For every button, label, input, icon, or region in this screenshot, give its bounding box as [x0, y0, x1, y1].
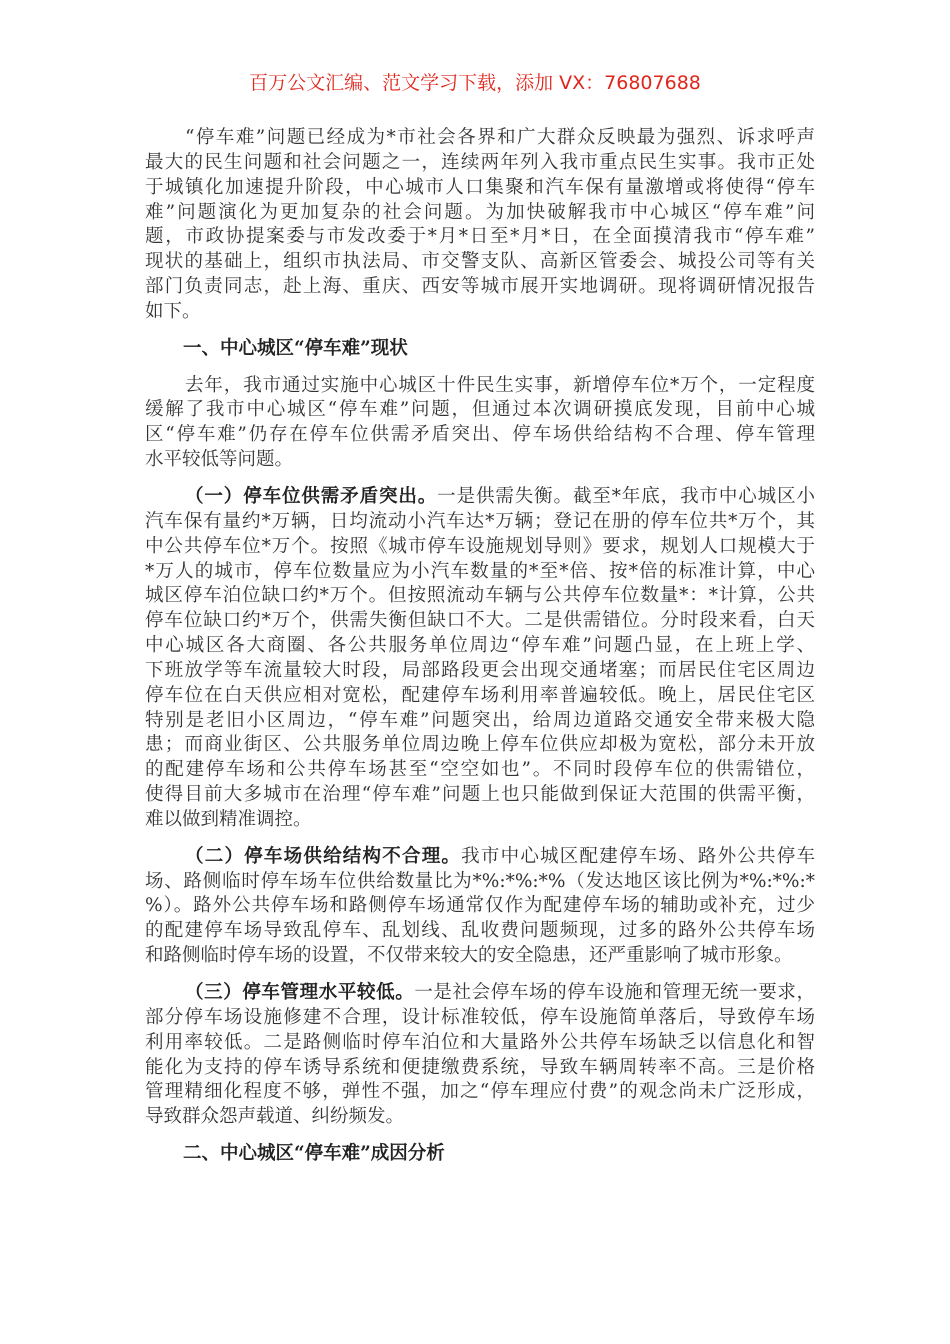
paragraph-line	[145, 201, 815, 226]
paragraph-line	[145, 584, 815, 609]
line-text: 导致群众怨声载道、纠纷频发。	[145, 1106, 405, 1128]
paragraph-line	[145, 423, 815, 448]
section-heading: 二、中心城区“停车难”成因分析	[183, 1143, 445, 1165]
paragraph-line	[145, 250, 815, 275]
line-text: 利用率较低。二是路侧临时停车泊位和大量路外公共停车场缺乏以信息化和智	[145, 1031, 815, 1053]
paragraph-line	[145, 783, 815, 808]
paragraph-line	[145, 151, 815, 176]
paragraph-line	[145, 535, 815, 560]
line-text: 的配建停车场导致乱停车、乱划线、乱收费问题频现，过多的路外公共停车场	[145, 920, 815, 942]
line-text: 部门负责同志，赴上海、重庆、西安等城市展开实地调研。现将调研情况报告	[145, 276, 815, 298]
line-text: 题，市政协提案委与市发改委于*月*日至*月*日，在全面摸清我市“停车难”	[145, 226, 815, 248]
line-text: 水平较低等问题。	[145, 449, 294, 471]
paragraph-line	[145, 944, 815, 969]
paragraph-line	[145, 870, 815, 895]
line-text: 一是供需失衡。截至*年底，我市中心城区小	[437, 485, 815, 507]
line-text: 中公共停车位*万个。按照《城市停车设施规划导则》要求，规划人口规模大于	[145, 535, 815, 557]
line-text: 特别是老旧小区周边，“停车难”问题突出，给周边道路交通安全带来极大隐	[145, 709, 815, 731]
paragraph-line	[145, 634, 815, 659]
line-text: 如下。	[145, 300, 201, 322]
paragraph-line	[145, 1006, 815, 1031]
paragraph-lead: （二）停车场供给结构不合理。	[185, 845, 462, 867]
line-text: 停车位缺口约*万个，供需失衡但缺口不大。二是供需错位。分时段来看，白天	[145, 610, 815, 632]
paragraph	[145, 485, 815, 833]
line-text: 患；而商业街区、公共服务单位周边晚上停车位供应却极为宽松，部分未开放	[145, 734, 815, 756]
line-text: 去年，我市通过实施中心城区十件民生实事，新增停车位*万个，一定程度	[185, 374, 815, 396]
paragraph-line	[145, 485, 815, 510]
line-text: 场、路侧临时停车场车位供给数量比为*%:*%:*%（发达地区该比例为*%:*%:*	[145, 870, 815, 892]
paragraph-line	[145, 1056, 815, 1081]
paragraph-lead: （一）停车位供需矛盾突出。	[185, 485, 438, 507]
paragraph-lead: （三）停车管理水平较低。	[185, 982, 415, 1003]
line-text: 汽车保有量约*万辆，日均流动小汽车达*万辆；登记在册的停车位共*万个，其	[145, 510, 815, 532]
paragraph-line	[145, 560, 815, 585]
paragraph-line	[145, 981, 815, 1006]
paragraph-line	[145, 126, 815, 151]
line-text: 难以做到精准调控。	[145, 808, 312, 830]
paragraph-line	[145, 1031, 815, 1056]
paragraph-line	[145, 758, 815, 783]
line-text: 缓解了我市中心城区“停车难”问题，但通过本次调研摸底发现，目前中心城	[145, 399, 815, 421]
paragraph-line	[145, 919, 815, 944]
line-text: 区“停车难”仍存在停车位供需矛盾突出、停车场供给结构不合理、停车管理	[145, 424, 815, 446]
line-text: 下班放学等车流量较大时段，局部路段更会出现交通堵塞；而居民住宅区周边	[145, 659, 815, 681]
paragraph-line	[145, 709, 815, 734]
line-text: 城区停车泊位缺口约*万个。但按照流动车辆与公共停车位数量*：*计算，公共	[145, 585, 815, 607]
line-text: 部分停车场设施修建不合理，设计标准较低，停车设施简单落后，导致停车场	[145, 1006, 815, 1028]
paragraph-line	[145, 1080, 815, 1105]
paragraph-line	[145, 659, 815, 684]
watermark-banner: 百万公文汇编、范文学习下载，添加 VX：76807688	[249, 72, 701, 94]
paragraph-line	[145, 300, 815, 325]
line-text: 能化为支持的停车诱导系统和便捷缴费系统，导致车辆周转率不高。三是价格	[145, 1056, 815, 1078]
paragraph-line	[145, 448, 815, 473]
line-text: 现状的基础上，组织市执法局、市交警支队、高新区管委会、城投公司等有关	[145, 251, 815, 273]
paragraph-line	[145, 374, 815, 399]
document-body	[145, 126, 815, 1179]
line-text: 最大的民生问题和社会问题之一，连续两年列入我市重点民生实事。我市正处	[145, 151, 815, 173]
line-text: 管理精细化程度不够，弹性不强，加之“停车理应付费”的观念尚未广泛形成，	[145, 1081, 815, 1103]
line-text: 停车位在白天供应相对宽松，配建停车场利用率普遍较低。晚上，居民住宅区	[145, 684, 815, 706]
paragraph-line	[145, 1105, 815, 1130]
line-text: “停车难”问题已经成为*市社会各界和广大群众反映最为强烈、诉求呼声	[185, 127, 815, 148]
paragraph-line	[145, 684, 815, 709]
paragraph-line	[145, 733, 815, 758]
paragraph	[145, 981, 815, 1130]
line-text: 中心城区各大商圈、各公共服务单位周边“停车难”问题凸显，在上班上学、	[145, 635, 815, 657]
paragraph-line	[145, 609, 815, 634]
paragraph-line	[145, 275, 815, 300]
paragraph-line	[145, 894, 815, 919]
line-text: 使得目前大多城市在治理“停车难”问题上也只能做到保证大范围的供需平衡，	[145, 784, 815, 806]
paragraph-line	[145, 510, 815, 535]
line-text: 和路侧临时停车场的设置，不仅带来较大的安全隐患，还严重影响了城市形象。	[145, 945, 793, 967]
line-text: 的配建停车场和公共停车场甚至“空空如也”。不同时段停车位的供需错位，	[145, 759, 815, 781]
paragraph-line	[145, 225, 815, 250]
line-text: *万人的城市，停车位数量应为小汽车数量的*至*倍、按*倍的标准计算，中心	[145, 560, 815, 582]
line-text: 于城镇化加速提升阶段，中心城市人口集聚和汽车保有量激增或将使得“停车	[145, 176, 815, 198]
paragraph-line	[145, 808, 815, 833]
paragraph-line	[145, 398, 815, 423]
line-text: %）。路外公共停车场和路侧停车场通常仅作为配建停车场的辅助或补充，过少	[145, 895, 815, 917]
paragraph	[145, 126, 815, 325]
section-heading: 一、中心城区“停车难”现状	[183, 337, 408, 359]
paragraph-line	[145, 845, 815, 870]
line-text: 难”问题演化为更加复杂的社会问题。为加快破解我市中心城区“停车难”问	[145, 201, 815, 223]
paragraph	[145, 374, 815, 473]
paragraph	[145, 845, 815, 969]
line-text: 一是社会停车场的停车设施和管理无统一要求，	[414, 982, 815, 1003]
paragraph-line	[145, 176, 815, 201]
line-text: 我市中心城区配建停车场、路外公共停车	[461, 845, 815, 867]
